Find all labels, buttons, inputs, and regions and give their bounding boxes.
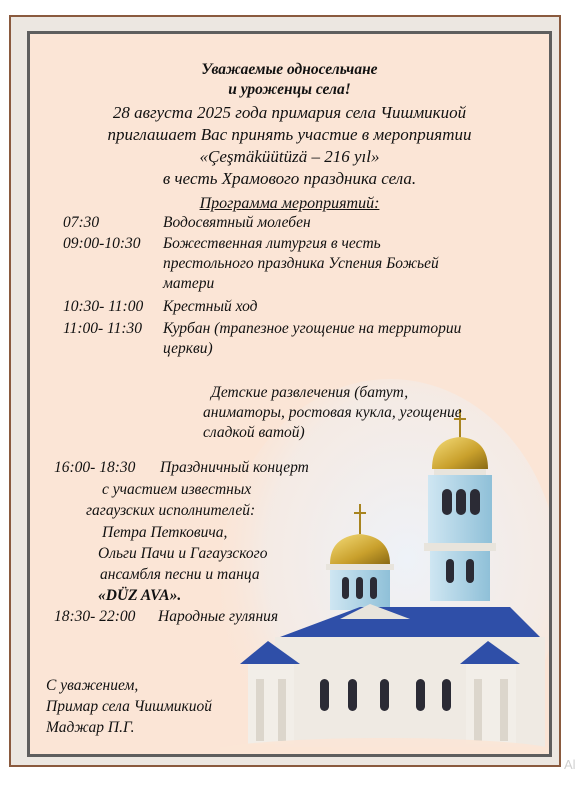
- program-text: Водосвятный молебен: [163, 214, 311, 231]
- kids-line: Детские развлечения (батут,: [211, 384, 409, 401]
- program-title: Программа мероприятий:: [199, 195, 380, 212]
- program-time: 07:30: [63, 214, 100, 231]
- program-time: 09:00-10:30: [63, 235, 141, 252]
- concert-line: гагаузских исполнителей:: [86, 502, 256, 519]
- final-time: 18:30- 22:00: [54, 608, 136, 625]
- concert-line: Ольги Пачи и Гагаузского: [98, 545, 268, 562]
- program-time: 11:00- 11:30: [63, 320, 143, 337]
- program-text: Курбан (трапезное угощение на территории: [163, 320, 462, 337]
- greeting-line-2: и уроженцы села!: [228, 81, 351, 98]
- program-text: Божественная литургия в честь: [163, 235, 381, 252]
- concert-time: 16:00- 18:30: [54, 459, 136, 476]
- greeting-line-1: Уважаемые односельчане: [201, 61, 378, 78]
- watermark: Al: [564, 757, 576, 772]
- concert-line: Петра Петковича,: [102, 524, 228, 541]
- signature-line-3: Маджар П.Г.: [46, 719, 135, 736]
- kids-line: аниматоры, ростовая кукла, угощение: [203, 404, 462, 421]
- ensemble-name: «DÜZ AVA».: [98, 587, 182, 604]
- invitation-card: [27, 31, 552, 757]
- program-time: 10:30- 11:00: [63, 298, 144, 315]
- program-text: Крестный ход: [163, 298, 258, 315]
- kids-line: сладкой ватой): [203, 424, 305, 441]
- event-name: «Çeşmäküütüzä – 216 yıl»: [199, 147, 380, 166]
- date-line: 28 августа 2025 года примария села Чишмикиой: [112, 103, 467, 122]
- signature-line-2: Примар села Чишмикиой: [46, 698, 212, 715]
- signature-line-1: С уважением,: [46, 677, 139, 694]
- concert-line: Праздничный концерт: [160, 459, 309, 476]
- final-text: Народные гуляния: [158, 608, 279, 625]
- concert-line: ансамбля песни и танца: [100, 566, 260, 583]
- program-text: матери: [163, 275, 215, 292]
- program-text: церкви): [163, 340, 213, 357]
- program-text: престольного праздника Успения Божьей: [163, 255, 439, 272]
- invitation-line: приглашает Вас принять участие в мероприятии: [107, 125, 472, 144]
- concert-line: с участием известных: [102, 481, 252, 498]
- occasion-line: в честь Храмового праздника села.: [162, 169, 417, 188]
